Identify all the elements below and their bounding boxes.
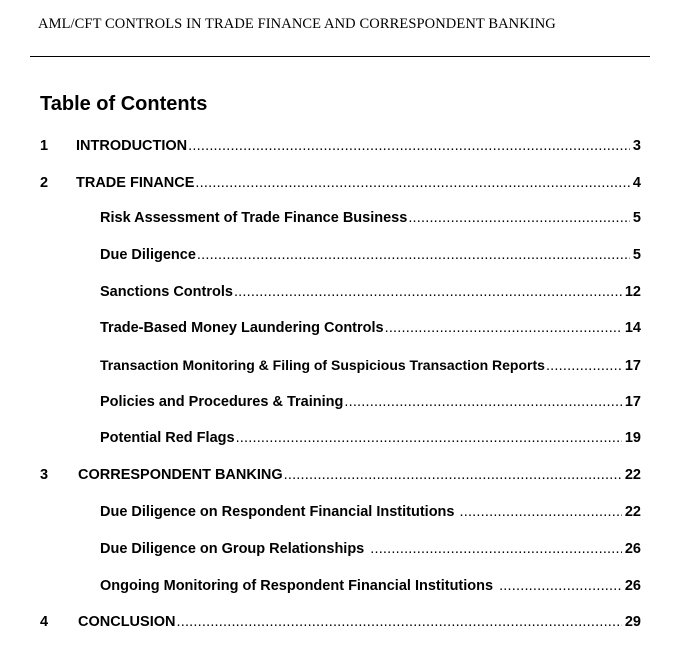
dot-leader	[234, 282, 622, 302]
toc-entry-label: Transaction Monitoring & Filing of Suspicious Transaction Reports	[100, 357, 545, 373]
toc-entry-label: Due Diligence on Group Relationships	[100, 541, 365, 557]
toc-entry[interactable]	[0, 318, 691, 338]
toc-entry[interactable]	[0, 282, 691, 302]
toc-entry-number: 2	[40, 175, 49, 191]
dot-leader	[370, 539, 622, 559]
toc-entry-page: 4	[632, 175, 641, 191]
dot-leader	[197, 245, 630, 265]
toc-entry-label: Policies and Procedures & Training	[100, 394, 344, 410]
dot-leader	[459, 502, 621, 522]
toc-entry-label: Ongoing Monitoring of Respondent Financial Institutions	[100, 578, 494, 594]
toc-entry-page: 26	[624, 578, 641, 594]
toc-entry-page: 17	[624, 394, 641, 410]
toc-entry-page: 29	[624, 614, 641, 630]
toc-entry-number: 4	[40, 614, 49, 630]
dot-leader	[499, 576, 622, 596]
toc-entry-label: INTRODUCTION	[76, 138, 188, 154]
toc-entry-page: 12	[624, 284, 641, 300]
toc-entry-label: Due Diligence	[100, 247, 196, 263]
toc-entry-number: 3	[40, 467, 49, 483]
dot-leader	[176, 612, 621, 632]
toc-entry[interactable]	[0, 392, 691, 412]
toc-entry[interactable]	[0, 208, 691, 228]
toc-entry[interactable]	[0, 355, 691, 375]
toc-entry-page: 22	[624, 467, 641, 483]
toc-entry-page: 5	[632, 247, 641, 263]
toc-entry[interactable]	[0, 465, 691, 485]
toc-entry-number: 1	[40, 138, 49, 154]
dot-leader	[236, 428, 622, 448]
toc-entry[interactable]	[0, 576, 691, 596]
toc-entry[interactable]	[0, 539, 691, 559]
toc-entry[interactable]	[0, 136, 691, 156]
dot-leader	[195, 173, 630, 193]
dot-leader	[344, 392, 622, 412]
toc-entry[interactable]	[0, 612, 691, 632]
toc-entry-label: Risk Assessment of Trade Finance Business	[100, 210, 408, 226]
toc-entry-page: 19	[624, 430, 641, 446]
toc-entry[interactable]	[0, 245, 691, 265]
toc-title: Table of Contents	[40, 93, 208, 115]
dot-leader	[284, 465, 622, 485]
toc-entry-label: Trade-Based Money Laundering Controls	[100, 320, 384, 336]
toc-entry[interactable]	[0, 173, 691, 193]
toc-entry-label: Due Diligence on Respondent Financial Institutions	[100, 504, 455, 520]
toc-entry-label: CORRESPONDENT BANKING	[78, 467, 283, 483]
header-divider	[30, 56, 650, 57]
dot-leader	[546, 356, 622, 376]
toc-entry-page: 17	[624, 358, 641, 374]
running-header: AML/CFT CONTROLS IN TRADE FINANCE AND CORRESPONDENT BANKING	[38, 16, 556, 32]
toc-entry-label: Potential Red Flags	[100, 430, 235, 446]
toc-entry-page: 5	[632, 210, 641, 226]
toc-entry[interactable]	[0, 502, 691, 522]
dot-leader	[408, 208, 630, 228]
dot-leader	[385, 318, 622, 338]
dot-leader	[188, 136, 630, 156]
toc-entry-label: TRADE FINANCE	[76, 175, 195, 191]
toc-entry-label: CONCLUSION	[78, 614, 176, 630]
toc-entry-page: 3	[632, 138, 641, 154]
toc-entry-page: 14	[624, 320, 641, 336]
toc-entry[interactable]	[0, 428, 691, 448]
toc-entry-page: 26	[624, 541, 641, 557]
toc-entry-page: 22	[624, 504, 641, 520]
toc-entry-label: Sanctions Controls	[100, 284, 233, 300]
